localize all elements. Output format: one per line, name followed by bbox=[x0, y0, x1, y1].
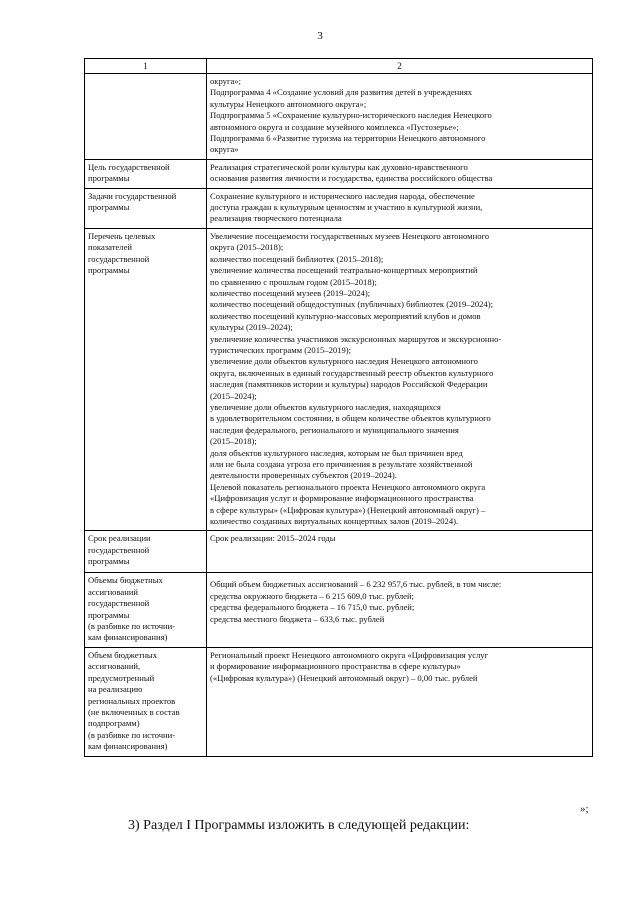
text-line: округа» bbox=[210, 144, 239, 155]
text-line: Целевой показатель регионального проекта Ненецкого автономного округа bbox=[210, 481, 486, 492]
text-line: по сравнению с прошлым годом (2015–2018); bbox=[210, 276, 377, 287]
row-indicators bbox=[85, 228, 593, 531]
text-line: показателей bbox=[88, 242, 133, 253]
text-line: региональных проектов bbox=[88, 695, 176, 706]
text-line: программы bbox=[88, 265, 130, 276]
text-line: Срок реализации bbox=[88, 533, 151, 544]
text-line: (2015–2018); bbox=[210, 436, 257, 447]
text-line: количество посещений общедоступных (публичных) библиотек (2019–2024); bbox=[210, 299, 494, 310]
row-term-content bbox=[207, 531, 593, 573]
continuation-label-cell bbox=[85, 74, 207, 160]
text-line: автономного округа и создание музейного комплекса «Пустозерье»; bbox=[210, 121, 459, 132]
text-line: государственной bbox=[88, 598, 150, 609]
text-line: количество созданных виртуальных концертных залов (2019–2024). bbox=[210, 516, 459, 527]
row-budget bbox=[85, 573, 593, 647]
text-line: количество посещений музеев (2019–2024); bbox=[210, 287, 371, 298]
text-line: увеличение доли объектов культурного наследия Ненецкого автономного bbox=[210, 356, 478, 367]
text-line: увеличение доли объектов культурного наследия, находящихся bbox=[210, 401, 441, 412]
row-regional-projects-content bbox=[207, 647, 593, 756]
closing-quote-mark: »; bbox=[580, 803, 589, 815]
text-line: средства местного бюджета – 633,6 тыс. рублей bbox=[210, 613, 385, 624]
row-goal-label bbox=[85, 159, 207, 188]
text-line: Реализация стратегической роли культуры как духовно-нравственного bbox=[210, 161, 468, 172]
text-line: и формирование информационного пространства в сфере культуры» bbox=[210, 661, 461, 672]
text-line: программы bbox=[88, 173, 130, 184]
text-line: ассигнований bbox=[88, 586, 139, 597]
text-line: («Цифровая культура») (Ненецкий автономный округ) – 0,00 тыс. рублей bbox=[210, 672, 478, 683]
text-line: (2015–2024); bbox=[210, 390, 257, 401]
text-line: количество посещений культурно-массовых мероприятий клубов и домов bbox=[210, 310, 481, 321]
text-line: Цель государственной bbox=[88, 161, 170, 172]
row-regional-projects-label bbox=[85, 647, 207, 756]
row-regional-projects bbox=[85, 647, 593, 756]
text-line: Увеличение посещаемости государственных музеев Ненецкого автономного bbox=[210, 230, 490, 241]
row-goal bbox=[85, 159, 593, 188]
row-term bbox=[85, 531, 593, 573]
text-line: наследия федерального, регионального и муниципального значения bbox=[210, 424, 459, 435]
text-line: программы bbox=[88, 202, 130, 213]
row-goal-content bbox=[207, 159, 593, 188]
text-line: подпрограмм) bbox=[88, 718, 140, 729]
row-indicators-label bbox=[85, 228, 207, 531]
text-line: Сохранение культурного и исторического наследия народа, обеспечение bbox=[210, 190, 475, 201]
continuation-content-cell bbox=[207, 74, 593, 160]
text-line: Объемы бюджетных bbox=[88, 575, 163, 586]
text-line: округа»; bbox=[210, 76, 241, 86]
row-budget-label bbox=[85, 573, 207, 647]
text-line: культуры (2019–2024); bbox=[210, 322, 293, 333]
column-header-2: 2 bbox=[207, 59, 593, 74]
text-line: кам финансирования) bbox=[88, 741, 168, 752]
text-line: в удовлетворительном состоянии, в общем количестве объектов культурного bbox=[210, 413, 491, 424]
text-line: Общий объем бюджетных ассигнований – 6 232 957,6 тыс. рублей, в том числе: bbox=[210, 579, 502, 590]
text-line: Задачи государственной bbox=[88, 190, 177, 201]
text-line: основания развития личности и государства, единства российского общества bbox=[210, 173, 493, 184]
text-line: или не была создана угроза его причинения в результате хозяйственной bbox=[210, 459, 473, 469]
text-line: Подпрограмма 4 «Создание условий для развития детей в учреждениях bbox=[210, 87, 473, 98]
text-line: увеличение количества участников экскурсионных маршрутов и экскурсионно- bbox=[210, 333, 502, 344]
text-line: культуры Ненецкого автономного округа»; bbox=[210, 98, 367, 109]
text-line: наследия (памятников истории и культуры) народов Российской Федерации bbox=[210, 379, 488, 390]
table-header-row bbox=[85, 59, 593, 74]
text-line: (не включенных в состав bbox=[88, 706, 180, 717]
text-line: Региональный проект Ненецкого автономного округа «Цифровизация услуг bbox=[210, 649, 489, 660]
text-line: Объем бюджетных bbox=[88, 649, 158, 660]
text-line: программы bbox=[88, 556, 130, 567]
text-line: государственной bbox=[88, 544, 150, 555]
text-line: кам финансирования) bbox=[88, 632, 168, 643]
text-line: средства окружного бюджета – 6 215 609,0 тыс. рублей; bbox=[210, 590, 414, 601]
text-line: (в разбивке по источни- bbox=[88, 729, 176, 740]
row-term-label bbox=[85, 531, 207, 573]
text-line: деятельности проверенных субъектов (2019–2024). bbox=[210, 470, 397, 481]
continuation-row bbox=[85, 74, 593, 160]
text-line: Перечень целевых bbox=[88, 230, 156, 241]
program-passport-table bbox=[84, 58, 593, 757]
text-line: (в разбивке по источни- bbox=[88, 621, 176, 632]
text-line: округа (2015–2018); bbox=[210, 242, 284, 253]
row-budget-content bbox=[207, 573, 593, 647]
row-tasks-content bbox=[207, 188, 593, 228]
text-line: государственной bbox=[88, 253, 150, 264]
text-line: доступа граждан к культурным ценностям и участию в культурной жизни, bbox=[210, 202, 483, 213]
text-line: туристических программ (2015–2019); bbox=[210, 344, 352, 355]
text-line: предусмотренный bbox=[88, 672, 155, 683]
row-indicators-content bbox=[207, 228, 593, 531]
text-line: округа, включенных в единый государственный реестр объектов культурного bbox=[210, 367, 494, 378]
page-number: 3 bbox=[317, 30, 323, 42]
row-tasks-label bbox=[85, 188, 207, 228]
column-header-1: 1 bbox=[85, 59, 207, 74]
text-line: программы bbox=[88, 609, 130, 620]
text-line: Срок реализации: 2015–2024 годы bbox=[210, 533, 336, 544]
text-line: в сфере культуры» («Цифровая культура») (Ненецкий автономный округ) – bbox=[210, 504, 486, 515]
text-line: Подпрограмма 6 «Развитие туризма на территории Ненецкого автономного bbox=[210, 133, 486, 144]
section-heading: 3) Раздел I Программы изложить в следующей редакции: bbox=[128, 818, 470, 833]
text-line: количество посещений библиотек (2015–2018); bbox=[210, 253, 384, 264]
text-line: Подпрограмма 5 «Сохранение культурно-исторического наследия Ненецкого bbox=[210, 110, 492, 121]
text-line: ассигнований, bbox=[88, 661, 141, 672]
row-tasks bbox=[85, 188, 593, 228]
text-line: на реализацию bbox=[88, 684, 143, 695]
text-line: средства федерального бюджета – 16 715,0 тыс. рублей; bbox=[210, 602, 415, 613]
text-line: увеличение количества посещений театрально-концертных мероприятий bbox=[210, 265, 478, 276]
text-line: реализация творческого потенциала bbox=[210, 213, 342, 224]
text-line: «Цифровизация услуг и формирование информационного пространства bbox=[210, 493, 474, 504]
text-line: доля объектов культурного наследия, которым не был причинен вред bbox=[210, 447, 463, 458]
